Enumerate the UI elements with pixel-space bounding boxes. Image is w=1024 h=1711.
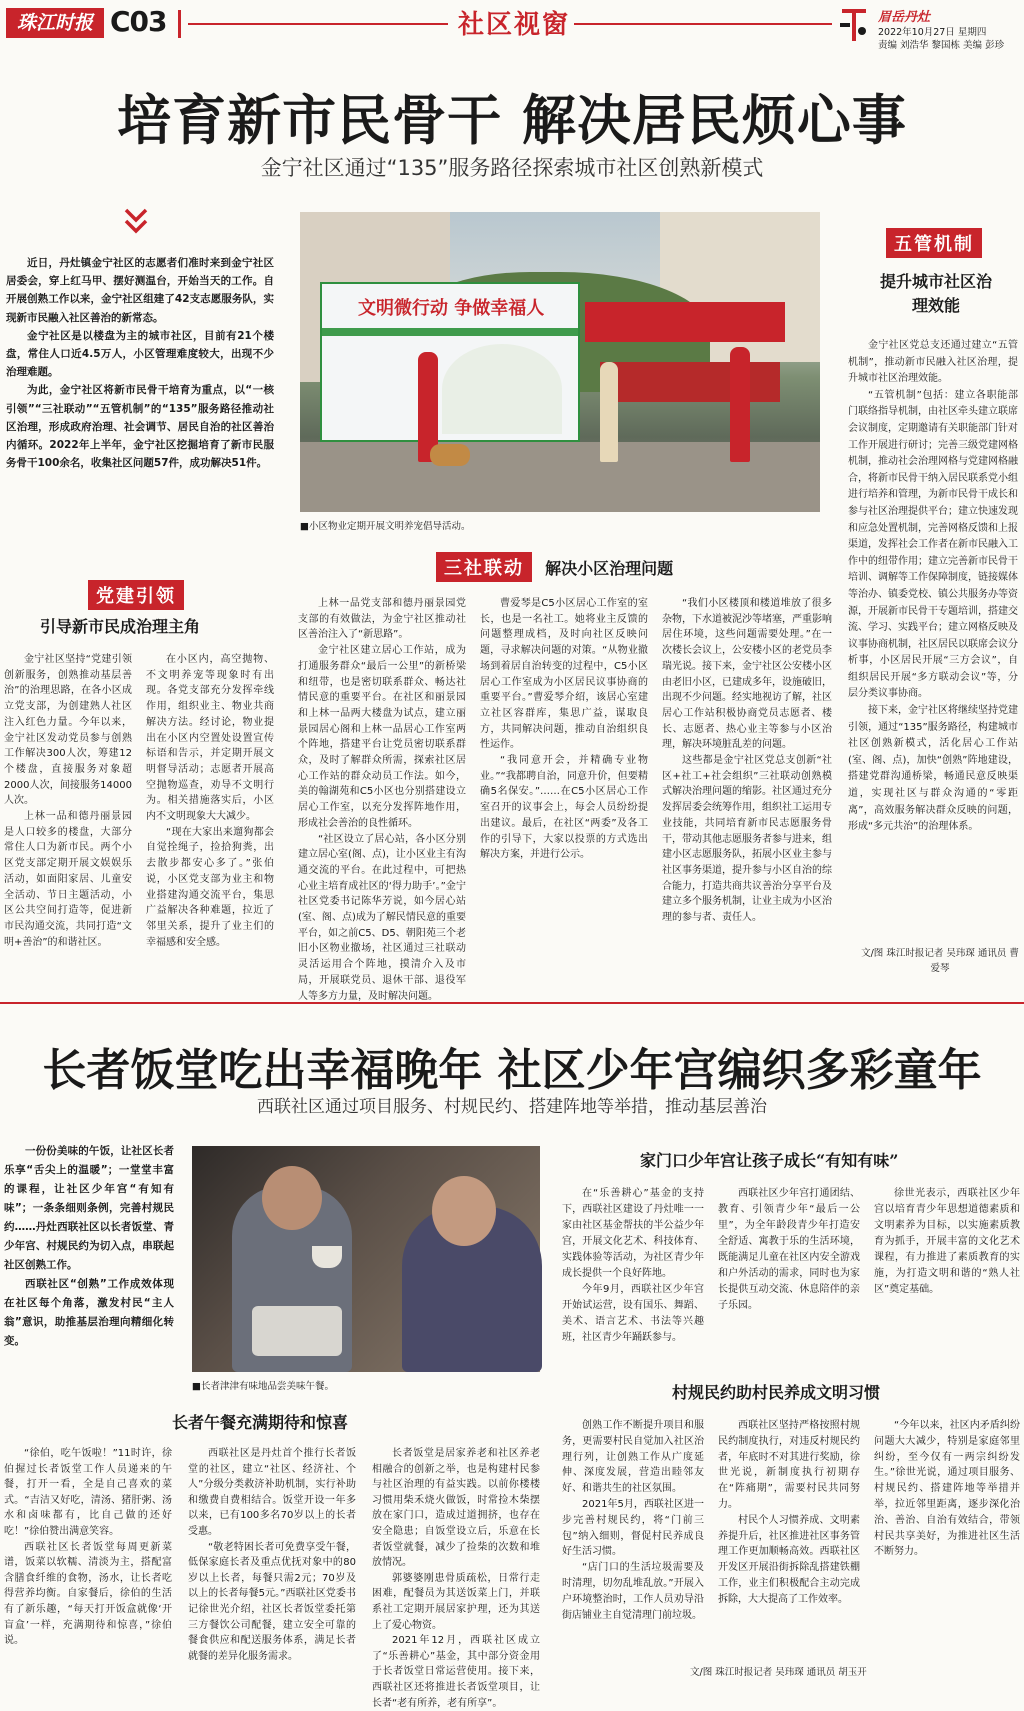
tent (585, 302, 785, 342)
story1-lead (6, 254, 274, 534)
sec2-col-a (298, 596, 466, 1002)
sec2-col-c (662, 596, 832, 966)
story1-lead-p1: 近日，丹灶镇金宁社区的志愿者们准时来到金宁社区居委会，穿上红马甲、摆好测温台，开始当天的工作。自开展创熟工作以来，金宁社区组建了42支志愿服务队，实现新市民融入社区善治的新常态。 (6, 257, 274, 324)
sec1-title: 引导新市民成治理主角 (40, 617, 201, 636)
sec-c-col-a (562, 1418, 704, 1658)
sec-a-p3: 西联社区少年宫打通团结、教育、引领青少年“最后一公里”，为全年龄段青少年打造安全舒适、寓教于乐的生活环境，既能满足儿童在社区内安全游戏和户外活动的需求，同时也为家长提供互动交流、休息陪伴的亲子乐园。 (718, 1188, 860, 1311)
sec-b-p1: “徐伯，吃午饭啦！”11时许，徐伯握过长者饭堂工作人员递来的午餐，打开一看，全是自己喜欢的菜式。“吉洁又好吃，清汤、猪肝粥、汤水和卤味都有，比自己做的还好吃！”徐伯赞出满意笑容。 (4, 1448, 172, 1537)
sec-b-p4: “敬老特困长者可免费享受午餐，低保家庭长者及重点优抚对象中的80岁以上长者，每餐只需2元；70岁及以上的长者每餐5元。”西联社区党委书记徐世光介绍，社区长者饭堂委托第三方餐饮公司配餐，建立安全可靠的餐食供应和配送服务体系，满足长者就餐的差异化服务需求。 (188, 1541, 356, 1662)
sec-a-p4: 徐世光表示，西联社区少年宫以培育青少年思想道德素质和文明素养为目标，以实施素质教育为抓手，开展丰富的文化艺术课程，有力推进了素质教育的实施，为打造文明和谐的“熟人社区”奠定基础。 (874, 1188, 1020, 1295)
sec-a-col-b (718, 1186, 860, 1366)
story2-headline: 长者饭堂吃出幸福晚年 社区少年宫编织多彩童年 (42, 1045, 982, 1096)
sec2-p6: “我们小区楼顶和楼道堆放了很多杂物，下水道被泥沙等堵塞，严重影响居住环境，这些问题需要处理。”在一次楼长会议上，公安楼小区的老党员李瑞光说。接下来，金宁社区公安楼小区由老旧小区，已建成多年，设施破旧，出现不少问题。经实地视访了解，社区居心工作站积极协商党员志愿者、楼长、志愿者、热心业主等参与小区治理，解决环境脏乱差的问题。 (662, 598, 832, 751)
banner-headline: 文明微行动 争做幸福人 (358, 298, 545, 319)
story1-lead-p3: 为此，金宁社区将新市民骨干培育为重点，以“一核引领”“三社联动”“五管机制”的“135”服务路径推动社区治理，形成政府治理、社会调节、居民自治的社区善治内循环。2022年上半年，金宁社区挖掘培育了新市民服务骨干100余名，收集社区问题57件，成功解决51件。 (6, 384, 274, 470)
sec1-p4: “现在大家出来遛狗都会自觉拴绳子，捡拾狗粪，出去散步都安心多了。”张伯说，小区党支部为业主和物业搭建沟通交流平台，集思广益解决各种难题，拉近了邻里关系，提升了业主们的幸福感和安全感。 (146, 826, 274, 948)
sec1-p1: 金宁社区坚持“党建引领创新服务，创熟推动基层善治”的治理思路，在各小区成立党支部，为创建熟人社区注入红色力量。今年以来，金宁社区发动党员参与创熟工作解决300人次，筹建12个楼盘，直接服务对象超2000人次，间接服务14000人次。 (4, 654, 132, 807)
sec3-p1: 金宁社区党总支还通过建立“五管机制”，推动新市民融入社区治理，提升城市社区治理效能。 (848, 340, 1018, 385)
event-banner (320, 282, 580, 442)
sec-a-col-c (874, 1186, 1020, 1366)
elder-woman-head (432, 1176, 496, 1246)
food-bowl (312, 1246, 342, 1268)
sec3-p3: 接下来，金宁社区将继续坚持党建引领，通过“135”服务路径，构建城市社区创熟新模式，活化居心工作站(室、阁、点)，加快“创熟”阵地建设，搭建党群沟通桥梁，畅通民意反映渠道，实现社区与群众沟通的“零距离”，高效服务解决群众反映的问题，形成“多元共治”的治理体系。 (848, 705, 1018, 833)
page-number: C03 (110, 5, 167, 38)
sec1-tag: 党建引领 (88, 580, 184, 610)
table (600, 362, 780, 402)
section-title: 社区视窗 (458, 10, 571, 40)
sec2-p1: 上林一品党支部和德丹丽景园党支部的有效做法，为金宁社区推动社区善治注入了“新思路”。 (298, 598, 466, 641)
masthead (0, 0, 1024, 50)
chevron-down-icon (124, 208, 148, 236)
masthead-rule-right (574, 23, 832, 25)
story1-photo-caption: ■小区物业定期开展文明养宠倡导活动。 (300, 521, 471, 532)
sec-c-col-c (874, 1418, 1020, 1658)
sec-c-col-b (718, 1418, 860, 1658)
food-container (252, 1306, 342, 1356)
sec1-col-a (4, 652, 132, 957)
sec3-tag: 五管机制 (886, 228, 982, 258)
sec1-p3: 在小区内，高空抛物、不文明养宠等现象时有出现。各党支部充分发挥牵线作用，组织业主、物业共商解决方法。经讨论，物业提出在小区内空置处设置宣传标语和告示，并定期开展文明督导活动；志愿者开展高空抛物巡查，劝导不文明行为。相关措施落实后，小区内不文明现象大大减少。 (146, 654, 274, 823)
story2-photo-caption: ■长者津津有味地品尝美味午餐。 (192, 1381, 334, 1392)
sec2-p2: 金宁社区建立居心工作站，成为打通服务群众“最后一公里”的新桥梁和纽带，也是密切联系群众、畅达社情民意的重要平台。在社区和丽景园和上林一品两大楼盘为试点，建立丽景园居心阁和上林一品居心工作室两个阵地，搭建平台让党员密切联系群众，及时了解群众所需，探索社区居心工作站的群众动员工作法。如今，美的翰湖苑和C5小区也分别搭建设立居心工作室，以充分发挥阵地作用，形成社会善治的良性循环。 (298, 645, 466, 829)
story2-lead-p1: 一份份美味的午饭，让社区长者乐享“舌尖上的温暖”；一堂堂丰富的课程，让社区少年宫“有知有味”；一条条细则条例，完善村规民约……丹灶西联社区以长者饭堂、青少年宫、村规民约为切入点，串联起社区创熟工作。 (4, 1145, 174, 1271)
sec2-p4: 曹爱琴是C5小区居心工作室的室长，也是一名社工。她将业主反馈的问题整理成档，及时向社区反映问题，寻求解决问题的对策。“从物业撤场到着居自治转变的过程中，C5小区居心工作室成为小区居民议事协商的重要平台。”曹爱琴介绍，该居心室建立社区容群库，集思广益，谋取良方，共同解决问题，推动自治组织良性运作。 (480, 598, 648, 751)
story2-byline: 文/图 珠江时报记者 吴玮琛 通讯员 胡玉开 (690, 1667, 867, 1678)
sec-c-p5: 村民个人习惯养成、文明素养提升后，社区推进社区事务管理工作更加顺畅高效。西联社区开发区开展沿街拆除乱搭建铁棚工作，业主们积极配合主动完成拆除，大大提高了工作效率。 (718, 1514, 860, 1605)
sec1-p2: 上林一品和德丹丽景园是人口较多的楼盘，大部分常住人口为新市民。两个小区党支部定期开展文娱娱乐活动，如面阳家居、儿童安全活动、节日主题活动，小区公共空间打造等，促进新市民沟通交流，共同打造“文明+善治”的和谐社区。 (4, 811, 132, 948)
sec-c-title: 村规民约助村民养成文明习惯 (672, 1383, 881, 1402)
district-logo-text: 眉岳丹灶 (878, 10, 931, 25)
story1-subhead: 金宁社区通过“135”服务路径探索城市社区创熟新模式 (260, 156, 764, 180)
sec1-col-b (146, 652, 274, 957)
sec2-col-b (480, 596, 648, 966)
sec-c-p3: “店门口的生活垃圾需要及时清理，切勿乱堆乱放。”开展入户环境整治时，工作人员劝导沿街店铺业主自觉清理门前垃圾。 (562, 1562, 704, 1621)
sec-b-col-a (4, 1446, 172, 1674)
story1-lead-p2: 金宁社区是以楼盘为主的城市社区，目前有21个楼盘，常住人口近4.5万人，小区管理难度较大，出现不少治理难题。 (6, 329, 274, 379)
banner-illustration (442, 344, 562, 434)
sec-c-p2: 2021年5月，西联社区进一步完善村规民约，将“门前三包”纳入细则，督促村民养成良好生活习惯。 (562, 1498, 704, 1558)
masthead-divider (178, 10, 181, 38)
sec3-body (848, 338, 1018, 888)
sec-a-p1: 在“乐善耕心”基金的支持下，西联社区建设了丹灶唯一一家由社区基金帮扶的半公益少年宫，开展文化艺术、科技体育、实践体验等活动，为社区青少年成长提供一个良好阵地。 (562, 1188, 704, 1279)
sec-b-p3: 西联社区是丹灶首个推行长者饭堂的社区，建立“社区、经济社、个人”分级分类救济补助机制，实行补助和缴费自费相结合。饭堂开设一年多以来，已有100多名70岁以上的长者受惠。 (188, 1448, 356, 1537)
sec-a-col-a (562, 1186, 704, 1366)
person-2 (600, 362, 618, 462)
sec-c-p6: “今年以来，社区内矛盾纠纷问题大大减少，特别是家庭邻里纠纷，至今仅有一两宗纠纷发生。”徐世光说，通过项目服务、村规民约、搭建阵地等举措并举，拉近邻里距离，逐步深化治治、善治、自治有效结合，带领村民共享美好，为推进社区生活不断努力。 (874, 1420, 1020, 1558)
banner-stripe (322, 328, 578, 336)
sec-a-title: 家门口少年宫让孩子成长“有知有味” (640, 1151, 899, 1170)
sec2-p5: “我同意开会，并精确专业物业。”“我都聘自治，同意升价，但要精确5名保安。”……在C5小区居心工作室召开的议事会上，每会人员纷纷提出建议。最后，在社区“两委”及各工作的引导下，大家以投票的方式选出解决方案，并进行公示。 (480, 755, 648, 861)
sec2-p7: 这些都是金宁社区党总支创新“社区+社工+社会组织”三社联动创熟模式解决治理问题的缩影。社区通过充分发挥居委会统筹作用，组织社工运用专业技能，共同培育新市民志愿服务骨干，带动其他志愿服务者参与进来，组建小区志愿服务队，拓展小区业主参与社区事务渠道，提升参与小区自治的综合能力，打造共商共议善治分享平台及建立多个服务机制，让业主成为小区治理的参与者、责任人。 (662, 755, 832, 924)
story1-byline: 文/图 珠江时报记者 吴玮琛 通讯员 曹爱琴 (861, 948, 1019, 974)
sec-b-col-b (188, 1446, 356, 1674)
paper-name-logo: 珠江时报 (6, 8, 104, 38)
issue-date: 2022年10月27日 星期四 (878, 27, 987, 38)
story-separator (0, 1002, 1024, 1004)
sec3-p2: “五管机制”包括：建立各职能部门联络指导机制，由社区牵头建立联席会议制度，定期邀请有关职能部门针对工作开展进行研讨；完善三级党建网格机制，推动社会治理网格与党建网格融合，将新市民骨干纳入居民联系党小组进行培养和管理，为新市民骨干成长和参与社区治理提供平台；建立快速发现和应急处置机制，完善网格反馈和上报渠道，发挥社会工作者在新市民融入工作中的纽带作用；建立完善新市民骨干培训、调解等工作保障制度，链接媒体等治办、镇委党校、镇公共服务办等资源，开展新市民骨干专题培训，搭建交流、学习、实践平台；建立网格反映及议事协商机制，社区居民以联席会议分析事，小区居民开展“三方会议”，自组织居民开展“多方联动会议”等，分层分类议事协商。 (848, 389, 1018, 700)
story1-photo (300, 212, 820, 512)
masthead-rule-left (188, 23, 448, 25)
person-3 (730, 347, 750, 462)
story1-headline: 培育新市民骨干 解决居民烦心事 (117, 88, 907, 152)
sec-b-col-c (372, 1446, 540, 1709)
story2-photo (192, 1146, 540, 1372)
elder-man-head (262, 1166, 322, 1230)
district-emblem-icon (836, 5, 872, 45)
sec-c-p1: 创熟工作不断提升项目和服务，更需要村民自觉加入社区治理行列，让创熟工作从广度延伸、深度发展，营造出睦邻友好、和谐共生的社区氛围。 (562, 1420, 704, 1495)
sec2-p3: “社区设立了居心站，各小区分别建立居心室(阁、点)，让小区业主有沟通交流的平台。在此过程中，可把热心业主培育成社区的‘得力助手’。”金宁社区党委书记陈华芳说，如今居心站(室、阁、点)成为了解民情民意的重要平台，如之前C5、D5、朝阳苑三个老旧小区物业撤场，社区通过三社联动灵活运用合个阵地，摸清介入及市局，开展联党员、退休干部、退役军人等多方力量，及时解决问题。 (298, 833, 466, 1002)
story2-lead (4, 1142, 174, 1382)
sec-b-p7: 2021年12月，西联社区成立了“乐善耕心”基金，其中部分资金用于长者饭堂日常运营使用。接下来，西联社区还将推进长者饭堂项目，让长者“老有所养，老有所享”。 (372, 1635, 540, 1709)
editors: 责编 刘浩华 黎国栋 美编 彭珍 (878, 40, 1005, 51)
sec-b-p6: 郭婆婆刚患骨质疏松，日常行走困难，配餐员为其送饭菜上门，并联系社工定期开展居家护理，还为其送上了爱心物资。 (372, 1572, 540, 1631)
sec-b-title: 长者午餐充满期待和惊喜 (172, 1413, 349, 1432)
sec3-title: 提升城市社区治理效能 (879, 272, 992, 315)
sec2-title: 解决小区治理问题 (545, 559, 674, 578)
story2-lead-p2: 西联社区“创熟”工作成效体现在社区每个角落，激发村民“主人翁”意识，助推基层治理向精细化转变。 (4, 1278, 174, 1347)
sec2-heading: 三社联动 解决小区治理问题 (436, 552, 673, 582)
sec-c-p4: 西联社区坚持严格按照村规民约制度执行，对违反村规民约者，年底时不对其进行奖励，徐世光说，新制度执行初期存在“阵痛期”，需要村民共同努力。 (718, 1420, 860, 1510)
story2-subhead: 西联社区通过项目服务、村规民约、搭建阵地等举措，推动基层善治 (257, 1097, 767, 1117)
sec-a-p2: 今年9月，西联社区少年宫开始试运营，设有国乐、舞蹈、美术、语言艺术、书法等兴趣班，社区青少年踊跃参与。 (562, 1284, 704, 1343)
sec-b-p5: 长者饭堂是居家养老和社区养老相融合的创新之举，也是构建村民参与社区治理的有益实践。以前你楼楼习惯用柴禾烧火做饭，时常捡木柴摆放在家门口，造成过道拥挤，也存在安全隐患；自饭堂设立后，乐意在长者饭堂就餐，减少了捡柴的次数和堆放情况。 (372, 1448, 540, 1569)
sec-b-p2: 西联社区长者饭堂每周更新菜谱，饭菜以软糯、清淡为主，搭配富含膳食纤维的食物，汤水，让长者吃得营养均衡。自家餐后，徐伯的生活有了新乐趣，“每天打开饭盒就像‘开盲盒’一样，充满期待和惊喜，”徐伯说。 (4, 1541, 172, 1647)
dog (430, 444, 470, 466)
